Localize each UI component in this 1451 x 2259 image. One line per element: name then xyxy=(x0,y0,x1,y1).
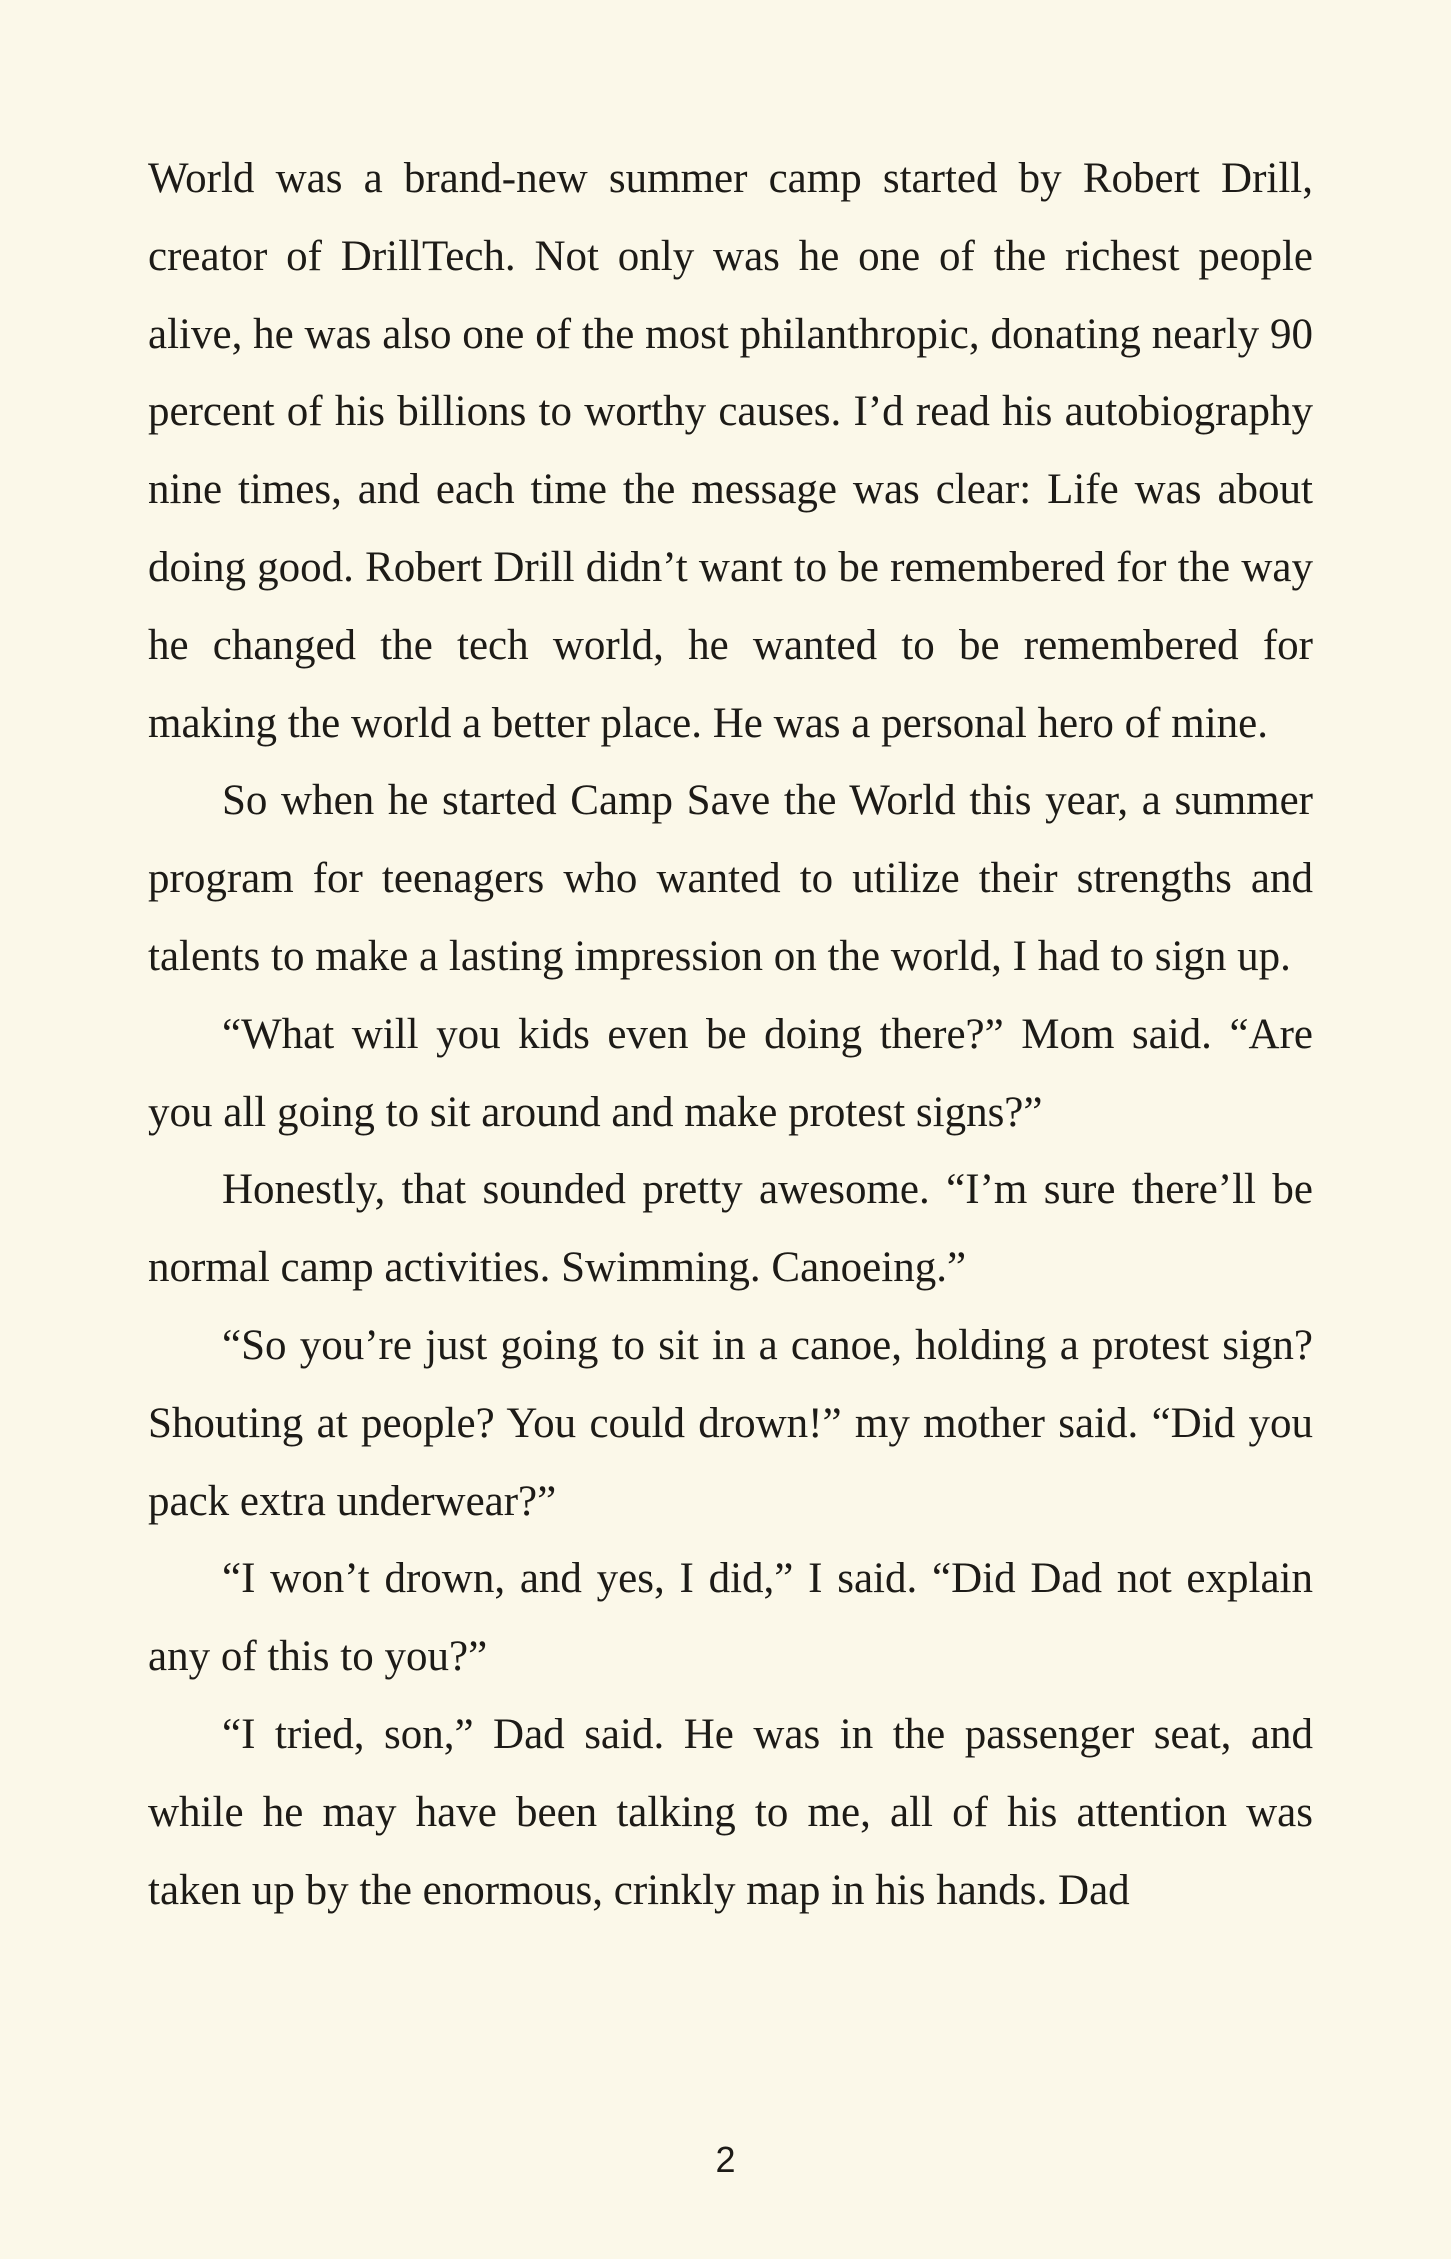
paragraph-7: “I tried, son,” Dad said. He was in the passenger seat, and while he may have been talking to me, all of his attention was taken up by the enormous, crinkly map in his hands. Dad xyxy=(148,1710,1313,1914)
page-number: 2 xyxy=(715,2139,736,2180)
paragraph-6: “I won’t drown, and yes, I did,” I said. “Did Dad not explain any of this to you?” xyxy=(148,1555,1313,1681)
paragraph-1: World was a brand-new summer camp started by Robert Drill, creator of DrillTech. Not only was he one of the richest people alive, he was also one of the most philanthropic, donating nearly 90 percent of his billions to worthy causes. I’d read his autobiography nine times, and each time the message was clear: Life was about doing good. Robert Drill didn’t want to be remembered for the way he changed the tech world, he wanted to be remembered for making the world a better place. He was a personal hero of mine. xyxy=(148,155,1313,747)
paragraph-3: “What will you kids even be doing there?” Mom said. “Are you all going to sit around and make protest signs?” xyxy=(148,1010,1313,1136)
paragraph-2: So when he started Camp Save the World this year, a summer program for teenagers who wanted to utilize their strengths and talents to make a lasting impression on the world, I had to sign up. xyxy=(148,777,1313,980)
paragraph-5: “So you’re just going to sit in a canoe, holding a protest sign? Shouting at people? You could drown!” my mother said. “Did you pack extra underwear?” xyxy=(148,1321,1313,1525)
body-text xyxy=(148,140,1313,1929)
paragraph-4: Honestly, that sounded pretty awesome. “I’m sure there’ll be normal camp activities. Swimming. Canoeing.” xyxy=(148,1166,1313,1292)
